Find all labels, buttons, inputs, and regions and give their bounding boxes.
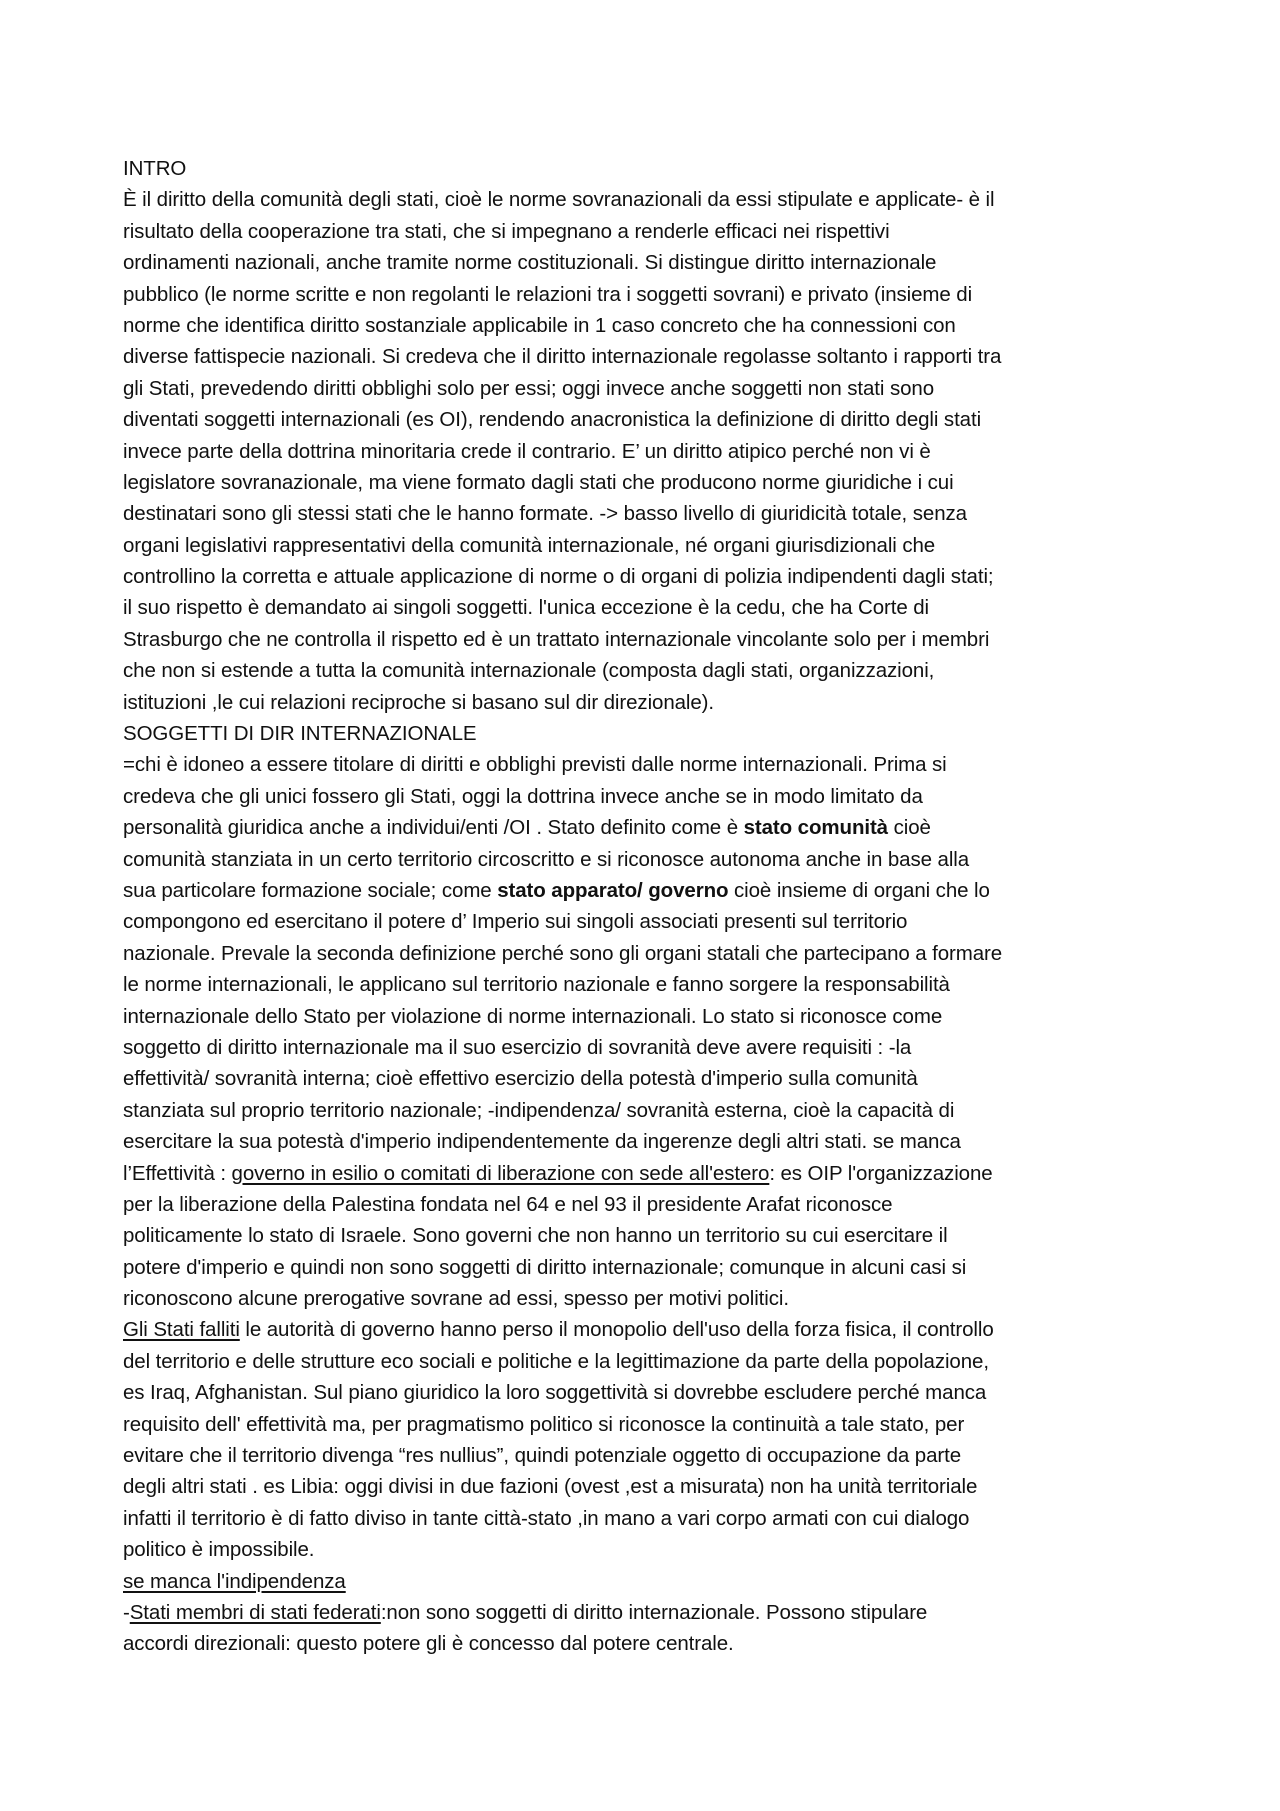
- paragraph-line: [123, 1314, 1163, 1345]
- subheading-indipendenza: se manca l'indipendenza: [123, 1569, 346, 1593]
- paragraph-line: es Iraq, Afghanistan. Sul piano giuridico la loro soggettività si dovrebbe escludere perché manca: [123, 1381, 987, 1405]
- paragraph-line: istituzioni ,le cui relazioni reciproche si basano sul dir direzionale).: [123, 690, 715, 714]
- paragraph-line: evitare che il territorio divenga “res nullius”, quindi potenziale oggetto di occupazione da parte: [123, 1444, 962, 1468]
- text-span: -: [123, 1600, 130, 1624]
- underlined-term-stati-falliti: Gli Stati falliti: [123, 1318, 240, 1342]
- paragraph-line: effettività/ sovranità interna; cioè effettivo esercizio della potestà d'imperio sulla comunità: [123, 1067, 918, 1091]
- paragraph-line: norme che identifica diritto sostanziale applicabile in 1 caso concreto che ha connessioni con: [123, 313, 956, 337]
- paragraph-line: =chi è idoneo a essere titolare di diritti e obblighi previsti dalle norme internazionali. Prima si: [123, 753, 947, 777]
- text-span: :non sono soggetti di diritto internazionale. Possono stipulare: [380, 1600, 928, 1624]
- paragraph-line: ordinamenti nazionali, anche tramite norme costituzionali. Si distingue diritto internazionale: [123, 251, 937, 275]
- text-span: le autorità di governo hanno perso il monopolio dell'uso della forza fisica, il controllo: [239, 1318, 994, 1342]
- paragraph-line: politicamente lo stato di Israele. Sono governi che non hanno un territorio su cui esercitare il: [123, 1224, 948, 1248]
- paragraph-line: destinatari sono gli stessi stati che le hanno formate. -> basso livello di giuridicità totale, senza: [123, 502, 967, 526]
- text-span: cioè insieme di organi che lo: [728, 878, 990, 902]
- paragraph-line: pubblico (le norme scritte e non regolanti le relazioni tra i soggetti sovrani) e privato (insieme di: [123, 282, 973, 306]
- paragraph-line: [123, 1158, 1163, 1189]
- paragraph-line: legislatore sovranazionale, ma viene formato dagli stati che producono norme giuridiche i cui: [123, 470, 954, 494]
- section-heading-intro: INTRO: [123, 157, 187, 180]
- paragraph-line: degli altri stati . es Libia: oggi divisi in due fazioni (ovest ,est a misurata) non ha unità territoriale: [123, 1475, 978, 1499]
- paragraph-line: [123, 1597, 1163, 1628]
- paragraph-line: internazionale dello Stato per violazione di norme internazionali. Lo stato si riconosce come: [123, 1004, 943, 1028]
- paragraph-line: politico è impossibile.: [123, 1538, 315, 1562]
- paragraph-line: potere d'imperio e quindi non sono soggetti di diritto internazionale; comunque in alcuni casi si: [123, 1255, 967, 1279]
- paragraph-line: compongono ed esercitano il potere d’ Imperio sui singoli associati presenti sul territorio: [123, 910, 908, 934]
- text-span: cioè: [888, 816, 931, 840]
- text-span: l’Effettività :: [123, 1161, 232, 1185]
- paragraph-line: risultato della cooperazione tra stati, che si impegnano a renderle efficaci nei rispettivi: [123, 219, 890, 243]
- paragraph-line: credeva che gli unici fossero gli Stati, oggi la dottrina invece anche se in modo limitato da: [123, 784, 923, 808]
- paragraph-line: che non si estende a tutta la comunità internazionale (composta dagli stati, organizzazioni,: [123, 659, 935, 683]
- paragraph-line: comunità stanziata in un certo territorio circoscritto e si riconosce autonoma anche in base alla: [123, 847, 970, 871]
- paragraph-line: organi legislativi rappresentativi della comunità internazionale, né organi giurisdizionali che: [123, 533, 936, 557]
- paragraph-line: del territorio e delle strutture eco sociali e politiche e la legittimazione da parte della popolazione,: [123, 1349, 989, 1373]
- paragraph-line: È il diritto della comunità degli stati, cioè le norme sovranazionali da essi stipulate e applicate- è il: [123, 188, 995, 212]
- paragraph-line: [123, 812, 1163, 843]
- paragraph-line: soggetto di diritto internazionale ma il suo esercizio di sovranità deve avere requisiti : -la: [123, 1035, 912, 1059]
- section-heading-soggetti: SOGGETTI DI DIR INTERNAZIONALE: [123, 722, 477, 746]
- paragraph-line: Strasburgo che ne controlla il rispetto ed è un trattato internazionale vincolante solo per i membri: [123, 627, 990, 651]
- paragraph-line: esercitare la sua potestà d'imperio indipendentemente da ingerenze degli altri stati. se manca: [123, 1130, 961, 1154]
- text-span: : es OIP l'organizzazione: [769, 1161, 993, 1185]
- paragraph-line: accordi direzionali: questo potere gli è concesso dal potere centrale.: [123, 1632, 734, 1656]
- document-page: [123, 153, 1163, 1660]
- paragraph-line: infatti il territorio è di fatto diviso in tante città-stato ,in mano a vari corpo armati con cui dialogo: [123, 1506, 970, 1530]
- underlined-term-governo-esilio: governo in esilio o comitati di liberazione con sede all'estero: [231, 1161, 770, 1185]
- stati-falliti-paragraph: [123, 1314, 1163, 1565]
- paragraph-line: stanziata sul proprio territorio nazionale; -indipendenza/ sovranità esterna, cioè la capacità di: [123, 1098, 955, 1122]
- text-span: sua particolare formazione sociale; come: [123, 878, 498, 902]
- bold-term-stato-apparato: stato apparato/ governo: [497, 878, 729, 902]
- paragraph-line: il suo rispetto è demandato ai singoli soggetti. l'unica eccezione è la cedu, che ha Corte di: [123, 596, 929, 620]
- paragraph-line: gli Stati, prevedendo diritti obblighi solo per essi; oggi invece anche soggetti non stati sono: [123, 376, 935, 400]
- indipendenza-paragraph: [123, 1597, 1163, 1660]
- paragraph-line: riconoscono alcune prerogative sovrane ad essi, spesso per motivi politici.: [123, 1287, 789, 1311]
- paragraph-line: requisito dell' effettività ma, per pragmatismo politico si riconosce la continuità a tale stato, per: [123, 1412, 965, 1436]
- paragraph-line: le norme internazionali, le applicano sul territorio nazionale e fanno sorgere la responsabilità: [123, 973, 950, 997]
- paragraph-line: nazionale. Prevale la seconda definizione perché sono gli organi statali che partecipano a formare: [123, 941, 1003, 965]
- text-span: personalità giuridica anche a individui/enti /OI . Stato definito come è: [123, 816, 744, 840]
- bold-term-stato-comunita: stato comunità: [743, 816, 888, 840]
- intro-paragraph: [123, 184, 1163, 718]
- paragraph-line: invece parte della dottrina minoritaria crede il contrario. E’ un diritto atipico perché non vi è: [123, 439, 931, 463]
- paragraph-line: diventati soggetti internazionali (es OI), rendendo anacronistica la definizione di diritto degli stati: [123, 408, 982, 432]
- paragraph-line: diverse fattispecie nazionali. Si credeva che il diritto internazionale regolasse soltanto i rapporti tra: [123, 345, 1002, 369]
- underlined-term-stati-federati: Stati membri di stati federati: [129, 1600, 381, 1624]
- paragraph-line: [123, 875, 1163, 906]
- paragraph-line: per la liberazione della Palestina fondata nel 64 e nel 93 il presidente Arafat riconosce: [123, 1192, 893, 1216]
- soggetti-paragraph: [123, 749, 1163, 1314]
- paragraph-line: controllino la corretta e attuale applicazione di norme o di organi di polizia indipendenti dagli stati;: [123, 565, 994, 589]
